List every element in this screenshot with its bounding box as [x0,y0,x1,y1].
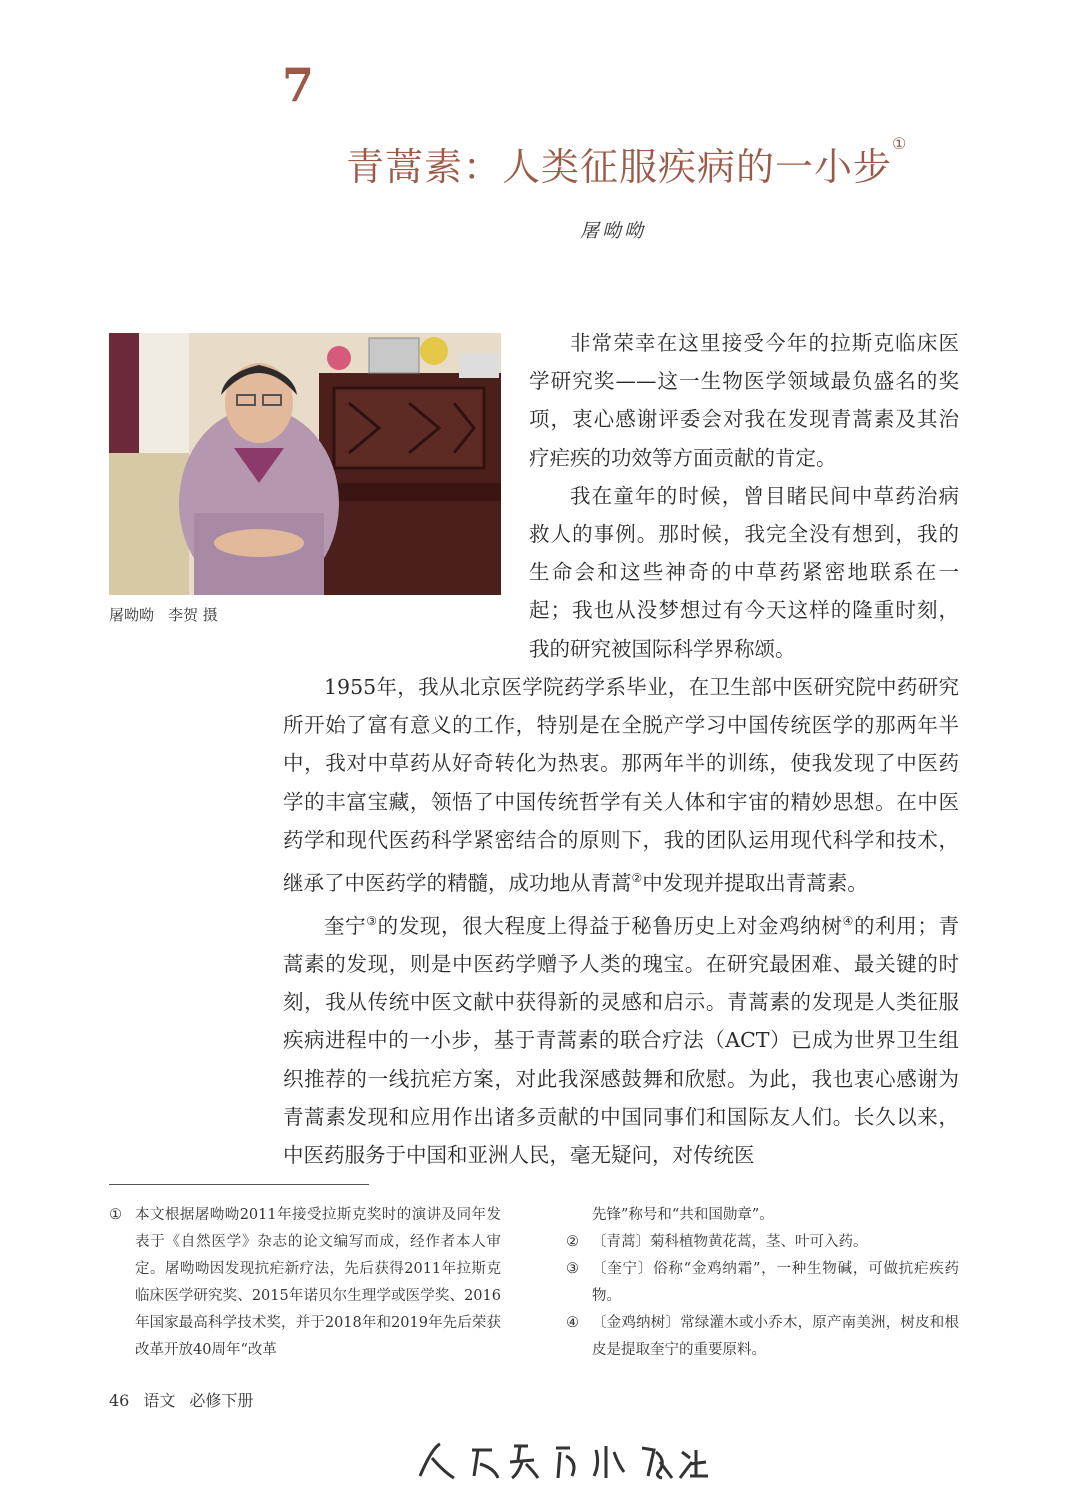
paragraph-3-text-b: 中发现并提取出青蒿素。 [642,870,868,895]
author-name: 屠呦呦 [580,220,647,242]
photo-caption-credit: 李贺 摄 [168,606,218,624]
footnote-mark-3[interactable]: ③ [366,914,378,929]
book-subject: 语文 [143,1391,176,1410]
publisher-calligraphy-icon [410,1438,710,1482]
footnote-1 [109,1202,501,1364]
book-volume: 必修下册 [189,1391,254,1410]
footnote-1-text: 本文根据屠呦呦2011年接受拉斯克奖时的演讲及同年发表于《自然医学》杂志的论文编写而成，经作者本人审定。屠呦呦因发现抗疟新疗法，先后获得2011年拉斯克临床医学研究奖、2015年诺贝尔生理学或医学奖、2016年国家最高科学技术奖，并于2018年和2019年先后荣获改革开放40周年“改革 [135,1207,501,1358]
footnote-mark-4[interactable]: ④ [842,914,854,929]
photo-caption-person: 屠呦呦 [109,606,155,624]
lesson-number: 7 [282,58,315,112]
footnote-divider [109,1184,369,1185]
paragraph-2: 我在童年的时候，曾目睹民间中草药治病救人的事例。那时候，我完全没有想到，我的生命会和这些神奇的中草药紧密地联系在一起；我也从没梦想过有今天这样的隆重时刻，我的研究被国际科学界称颂。 [529,483,959,661]
footnote-3-text: 〔奎宁〕俗称“金鸡纳霜”，一种生物碱，可做抗疟疾药物。 [592,1261,959,1304]
title-footnote-mark[interactable]: ① [892,134,908,153]
body-column-main [283,668,959,1174]
footnote-4-mark: ④ [566,1315,579,1331]
footnotes-right [566,1202,959,1364]
body-column-right [529,324,959,668]
footnote-3 [566,1256,959,1310]
page-title [346,136,907,191]
footnote-2 [566,1229,959,1256]
footnote-1-mark: ① [109,1207,122,1223]
page-number: 46 [109,1391,130,1410]
paragraph-4-text-c: 的利用；青蒿素的发现，则是中医药学赠予人类的瑰宝。在研究最困难、最关键的时刻，我从传统中医文献中获得新的灵感和启示。青蒿素的发现是人类征服疾病进程中的一小步，基于青蒿素的联合疗法（ACT）已成为世界卫生组织推荐的一线抗疟方案，对此我深感鼓舞和欣慰。为此，我也衷心感谢为青蒿素发现和应用作出诸多贡献的中国同事们和国际友人们。长久以来，中医药服务于中国和亚洲人民，毫无疑问，对传统医 [283,913,959,1168]
footnote-2-mark: ② [566,1234,579,1250]
author-photo-illustration [109,333,501,595]
paragraph-4 [283,902,959,1174]
paragraph-4-text-a: 奎宁 [324,913,367,938]
footnote-4-text: 〔金鸡纳树〕常绿灌木或小乔木，原产南美洲，树皮和根皮是提取奎宁的重要原料。 [592,1315,959,1358]
paragraph-3 [283,668,959,902]
photo-caption [109,604,232,625]
publisher-logo [410,1438,710,1482]
page-footer [109,1388,267,1411]
footnote-4 [566,1310,959,1364]
footnote-mark-2[interactable]: ② [631,871,643,886]
author-photo [109,333,501,595]
page-title-text: 青蒿素：人类征服疾病的一小步 [346,145,893,189]
footnote-1-continued: 先锋”称号和“共和国勋章”。 [592,1207,774,1223]
paragraph-1: 非常荣幸在这里接受今年的拉斯克临床医学研究奖——这一生物医学领域最负盛名的奖项，衷心感谢评委会对我在发现青蒿素及其治疗疟疾的功效等方面贡献的肯定。 [529,331,959,470]
paragraph-4-text-b: 的发现，很大程度上得益于秘鲁历史上对金鸡纳树 [377,913,843,938]
footnotes-left [109,1202,501,1364]
footnote-3-mark: ③ [566,1261,579,1277]
paragraph-3-text-a: 1955年，我从北京医学院药学系毕业，在卫生部中医研究院中药研究所开始了富有意义的工作，特别是在全脱产学习中国传统医学的那两年半中，我对中草药从好奇转化为热衷。那两年半的训练，使我发现了中医药学的丰富宝藏，领悟了中国传统哲学有关人体和宇宙的精妙思想。在中医药学和现代医药科学紧密结合的原则下，我的团队运用现代科学和技术，继承了中医药学的精髓，成功地从青蒿 [283,675,959,895]
footnote-2-text: 〔青蒿〕菊科植物黄花蒿，茎、叶可入药。 [592,1234,868,1250]
